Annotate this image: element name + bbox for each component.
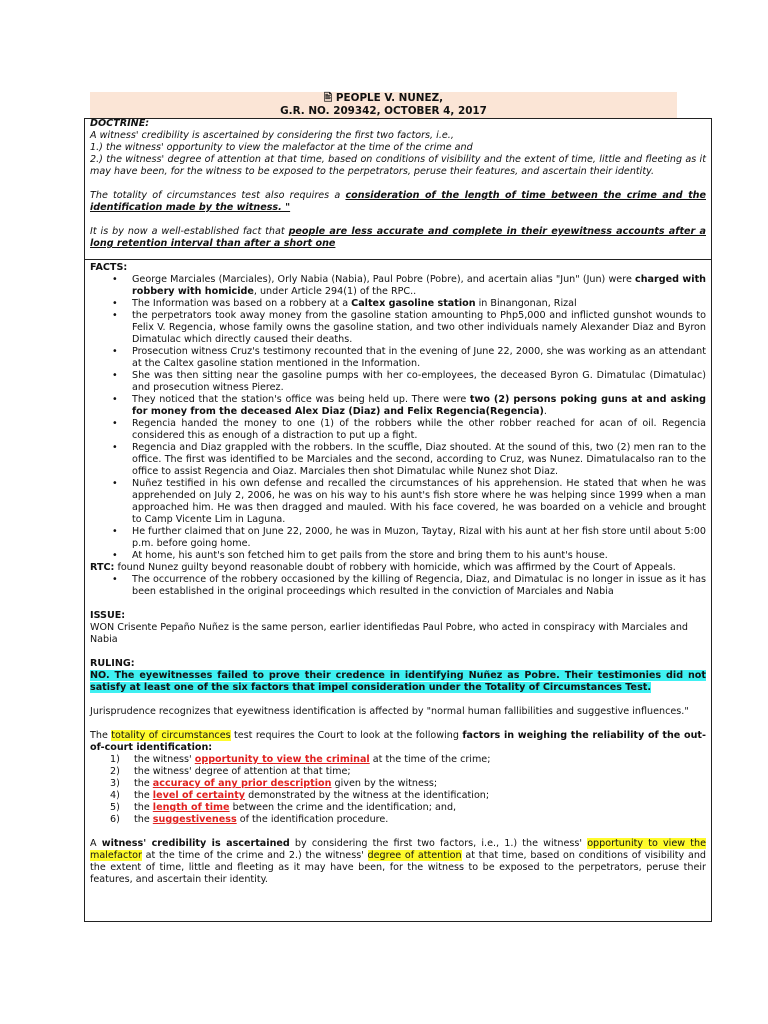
fact-bold: two (2) persons poking guns at and asking for money from the deceased Alex Diaz (Diaz) and Felix Regencia(Regencia)	[132, 394, 706, 417]
fact-bold: charged with robbery with homicide	[132, 274, 706, 297]
factor-number: 4)	[110, 790, 120, 801]
fact-text: They noticed that the station's office was being held up. There were	[132, 394, 470, 405]
fact-item	[132, 394, 706, 418]
doctrine-p5-emphasis: people are less accurate and complete in their eyewitness accounts after a long retention interval than after a short one	[90, 226, 706, 249]
ruling-p3-text: at the time of the crime and 2.) the witness'	[141, 850, 368, 861]
factor-text: the witness' degree of attention at that time;	[134, 766, 351, 777]
fact-text: in Binangonan, Rizal	[475, 298, 577, 309]
doctrine-p3: 2.) the witness' degree of attention at that time, based on conditions of visibility and the extent of time, little and fleeting as it may have been, for the witness to be exposed to the perpetrators, peruse their features, and ascertain their identity.	[90, 154, 706, 177]
ruling-holding	[90, 670, 706, 694]
ruling-p3-bold: witness' credibility is ascertained	[101, 838, 290, 849]
factor-emphasis: level of certainty	[152, 790, 246, 801]
factor-emphasis: length of time	[152, 802, 230, 813]
factor-text: between the crime and the identification; and,	[229, 802, 457, 813]
fact-text: George Marciales (Marciales), Orly Nabia (Nabia), Paul Pobre (Pobre), and acertain alias "Jun" (Jun) were	[132, 274, 636, 285]
ruling-p3-highlight: degree of attention	[367, 850, 462, 861]
ruling-p2-text: test requires the Court to look at the following	[230, 730, 463, 741]
ruling-holding-text: NO. The eyewitnesses failed to prove their credence in identifying Nuñez as Pobre. Their testimonies did not satisfy at least one of the six factors that impel consideration under the Totality of Circumstances Test.	[90, 670, 706, 693]
ruling-p2-bold: factors in weighing the reliability of the out-of-court identification:	[90, 730, 706, 753]
doctrine-p5-text: It is by now a well-established fact that	[90, 226, 289, 237]
factor-text: the	[134, 778, 153, 789]
rtc-paragraph	[90, 562, 706, 574]
factors-list	[90, 754, 706, 826]
ruling-p2	[90, 730, 706, 754]
ruling-p2-highlight: totality of circumstances	[111, 730, 231, 741]
fact-item: • She was then sitting near the gasoline pumps with her co-employees, the deceased Byron G. Dimatulac (Dimatulac) and prosecution witness Pierez.	[132, 370, 706, 394]
factor-number: 2)	[110, 766, 120, 777]
factor-text: at the time of the crime;	[369, 754, 491, 765]
factor-item	[110, 802, 706, 814]
factor-number: 3)	[110, 778, 120, 789]
factor-text: the witness'	[134, 754, 195, 765]
rtc-label: RTC:	[90, 562, 115, 573]
fact-item: • Nuñez testified in his own defense and recalled the circumstances of his apprehension. He stated that when he was apprehended on July 2, 2006, he was on his way to his aunt's fish store where he was helping since 1999 when a man approached him. He was then dragged and mauled. With his face covered, he was boarded on a vehicle and brought to Camp Vicente Lim in Laguna.	[132, 478, 706, 526]
facts-label: FACTS:	[90, 262, 128, 273]
fact-item: • Prosecution witness Cruz's testimony recounted that in the evening of June 22, 2000, she was working as an attendant at the Caltex gasoline station mentioned in the Information.	[132, 346, 706, 370]
factor-text: of the identification procedure.	[236, 814, 389, 825]
doctrine-p4	[90, 190, 706, 214]
issue-label: ISSUE:	[90, 610, 126, 621]
case-title: 🖹 PEOPLE V. NUNEZ,	[323, 92, 444, 104]
factor-text: given by the witness;	[331, 778, 438, 789]
factor-item	[110, 754, 706, 766]
factor-emphasis: opportunity to view the criminal	[194, 754, 370, 765]
fact-item: • Regencia handed the money to one (1) of the robbers while the other robber reached for acan of oil. Regencia considered this as enough of a distraction to put up a fight.	[132, 418, 706, 442]
fact-item	[132, 274, 706, 298]
doctrine-p4-text: The totality of circumstances test also requires a	[90, 190, 346, 201]
doctrine-p2: 1.) the witness' opportunity to view the malefactor at the time of the crime and	[90, 142, 473, 153]
fact-text: , under Article 294(1) of the RPC..	[253, 286, 417, 297]
rtc-item: • The occurrence of the robbery occasioned by the killing of Regencia, Diaz, and Dimatulac is no longer in issue as it has been established in the original proceedings which resulted in the conviction of Marciales and Nabia	[132, 574, 706, 598]
fact-item: • At home, his aunt's son fetched him to get pails from the store and bring them to his aunt's house.	[132, 550, 706, 562]
factor-text: the	[134, 814, 153, 825]
factor-text: demonstrated by the witness at the identification;	[245, 790, 490, 801]
factor-text: the	[134, 802, 153, 813]
ruling-p3-highlight: opportunity to view the malefactor	[90, 838, 706, 861]
case-header	[90, 92, 677, 118]
case-citation: G.R. NO. 209342, OCTOBER 4, 2017	[280, 105, 487, 117]
digest-body	[90, 262, 706, 886]
factor-item	[110, 790, 706, 802]
fact-item: • He further claimed that on June 22, 2000, he was in Muzon, Taytay, Rizal with his aunt at her fish store until about 5:00 p.m. before going home.	[132, 526, 706, 550]
factor-number: 1)	[110, 754, 120, 765]
fact-item: • the perpetrators took away money from the gasoline station amounting to Php5,000 and inflicted gunshot wounds to Felix V. Regencia, whose family owns the gasoline station, and two other individuals namely Alexander Diaz and Byron Dimatulac which directly caused their deaths.	[132, 310, 706, 346]
doctrine-p4-emphasis: consideration of the length of time between the crime and the identification made by the witness. "	[90, 190, 706, 213]
fact-text: .	[543, 406, 547, 417]
fact-text: The Information was based on a robbery at a	[132, 298, 352, 309]
ruling-p2-text: The	[90, 730, 112, 741]
factor-item	[110, 778, 706, 790]
ruling-p3-text: at that time, based on conditions of visibility and the extent of time, little and fleeting as it may have been, for the witness to be exposed to the perpetrators, peruse their features, and ascertain their identity.	[90, 850, 706, 885]
fact-bold: Caltex gasoline station	[351, 298, 476, 309]
factor-number: 6)	[110, 814, 120, 825]
factor-emphasis: accuracy of any prior description	[152, 778, 332, 789]
ruling-p3-text: by considering the first two factors, i.e., 1.) the witness'	[289, 838, 588, 849]
issue-text: WON Crisente Pepaño Nuñez is the same person, earlier identifiedas Paul Pobre, who acted in conspiracy with Marciales and Nabia	[90, 622, 688, 645]
doctrine-label: DOCTRINE:	[90, 118, 150, 129]
rtc-list	[90, 574, 706, 598]
rtc-text: found Nunez guilty beyond reasonable doubt of robbery with homicide, which was affirmed by the Court of Appeals.	[114, 562, 676, 573]
factor-item	[110, 766, 706, 778]
facts-list	[90, 274, 706, 562]
factor-text: the	[134, 790, 153, 801]
fact-item	[132, 298, 706, 310]
ruling-p3	[90, 838, 706, 886]
factor-item	[110, 814, 706, 826]
ruling-p1: Jurisprudence recognizes that eyewitness identification is affected by "normal human fallibilities and suggestive influences."	[90, 706, 689, 717]
doctrine-section	[84, 118, 712, 260]
factor-emphasis: suggestiveness	[152, 814, 237, 825]
doctrine-p5	[90, 226, 706, 250]
fact-item: • Regencia and Diaz grappled with the robbers. In the scuffle, Diaz shouted. At the sound of this, two (2) men ran to the office. The first was identified to be Marciales and the second, according to Cruz, was Nunez. Dimatulacalso ran to the office to assist Regencia and Oiaz. Marciales then shot Dimatulac while Nunez shot Diaz.	[132, 442, 706, 478]
factor-number: 5)	[110, 802, 120, 813]
ruling-p3-text: A	[90, 838, 102, 849]
ruling-label: RULING:	[90, 658, 135, 669]
doctrine-p1: A witness' credibility is ascertained by considering the first two factors, i.e.,	[90, 130, 454, 141]
